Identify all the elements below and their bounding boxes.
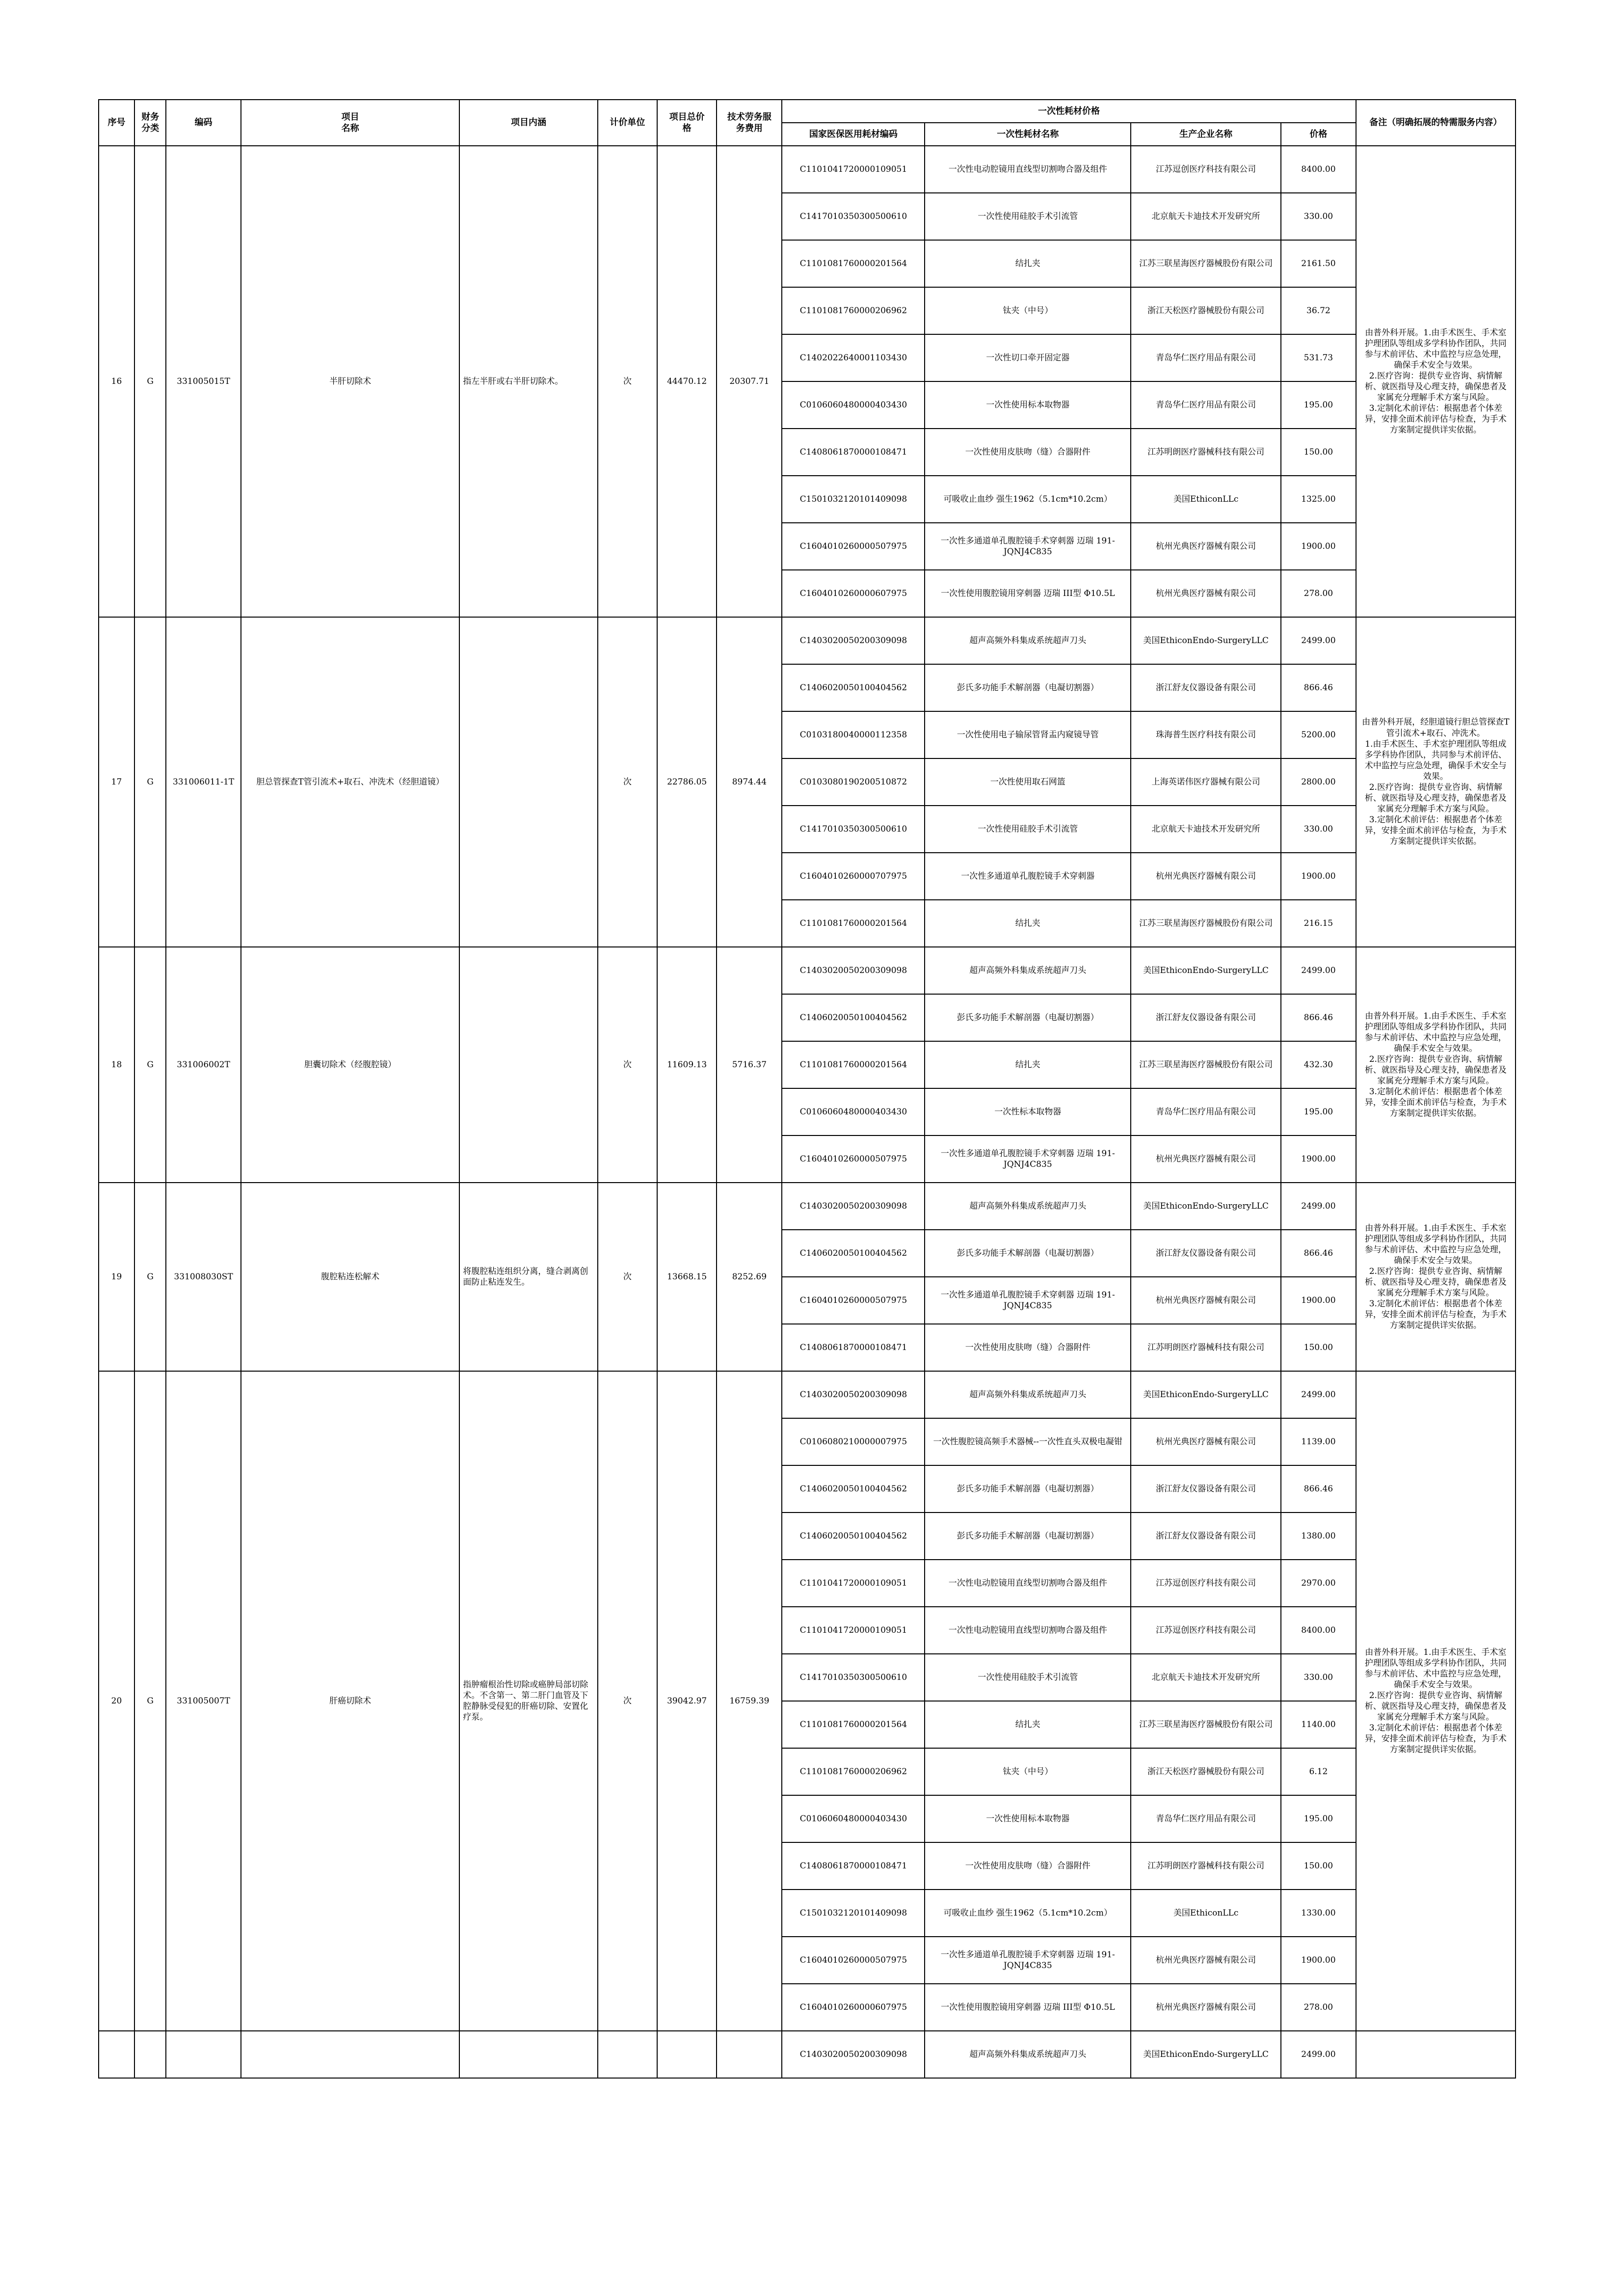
material-code: C1604010260000707975 bbox=[782, 853, 925, 900]
material-code: C1101041720000109051 bbox=[782, 1607, 925, 1654]
material-name: 一次性使用标本取物器 bbox=[925, 381, 1131, 429]
manufacturer: 北京航天卡迪技术开发研究所 bbox=[1131, 806, 1281, 853]
material-price: 150.00 bbox=[1281, 1842, 1356, 1890]
material-code: C1406020050100404562 bbox=[782, 994, 925, 1041]
material-price: 216.15 bbox=[1281, 900, 1356, 947]
material-name: 超声高频外科集成系统超声刀头 bbox=[925, 947, 1131, 994]
material-price: 330.00 bbox=[1281, 193, 1356, 240]
material-price: 150.00 bbox=[1281, 429, 1356, 476]
material-name: 一次性使用硅胶手术引流管 bbox=[925, 1654, 1131, 1701]
manufacturer: 美国EthiconEndo-SurgeryLLC bbox=[1131, 947, 1281, 994]
header-remark: 备注（明确拓展的特需服务内容） bbox=[1356, 100, 1516, 146]
material-code: C1403020050200309098 bbox=[782, 947, 925, 994]
manufacturer: 青岛华仁医疗用品有限公司 bbox=[1131, 1088, 1281, 1135]
manufacturer: 珠海普生医疗科技有限公司 bbox=[1131, 711, 1281, 758]
material-code: C1417010350300500610 bbox=[782, 1654, 925, 1701]
header-unit: 计价单位 bbox=[598, 100, 657, 146]
manufacturer: 江苏明朗医疗器械科技有限公司 bbox=[1131, 1324, 1281, 1371]
material-price: 866.46 bbox=[1281, 1465, 1356, 1513]
manufacturer: 浙江舒友仪器设备有限公司 bbox=[1131, 1465, 1281, 1513]
billing-unit: 次 bbox=[598, 947, 657, 1183]
material-name: 一次性切口牵开固定器 bbox=[925, 334, 1131, 381]
material-name: 一次性标本取物器 bbox=[925, 1088, 1131, 1135]
material-code: C1406020050100404562 bbox=[782, 1465, 925, 1513]
header-seq: 序号 bbox=[99, 100, 134, 146]
manufacturer: 浙江舒友仪器设备有限公司 bbox=[1131, 1230, 1281, 1277]
material-name: 一次性使用标本取物器 bbox=[925, 1795, 1131, 1842]
total-price bbox=[657, 2031, 717, 2078]
material-price: 1900.00 bbox=[1281, 1277, 1356, 1324]
labor-fee: 20307.71 bbox=[717, 146, 782, 617]
project-content: 指左半肝或右半肝切除术。 bbox=[459, 146, 597, 617]
material-code: C1101081760000201564 bbox=[782, 1701, 925, 1748]
remark-note: 由普外科开展。1.由手术医生、手术室护理团队等组成多学科协作团队，共同参与术前评估、术中监控与应急处理，确保手术安全与效果。 2.医疗咨询：提供专业咨询、病情解析、就医指导及心理支持，确保患者及家属充分理解手术方案与风险。 3.定制化术前评估：根据患者个体差异，安排全面术前评估与检查，为手术方案制定提供详实依据。 bbox=[1356, 1183, 1516, 1371]
material-name: 一次性使用腹腔镜用穿刺器 迈瑞 III型 Φ10.5L bbox=[925, 1984, 1131, 2031]
material-name: 一次性使用电子输尿管肾盂内窥镜导管 bbox=[925, 711, 1131, 758]
manufacturer: 美国EthiconLLc bbox=[1131, 476, 1281, 523]
material-code: C1406020050100404562 bbox=[782, 664, 925, 711]
header-code: 编码 bbox=[166, 100, 240, 146]
manufacturer: 浙江舒友仪器设备有限公司 bbox=[1131, 994, 1281, 1041]
material-price: 278.00 bbox=[1281, 1984, 1356, 2031]
material-name: 一次性电动腔镜用直线型切割吻合器及组件 bbox=[925, 1560, 1131, 1607]
material-code: C0106060480000403430 bbox=[782, 381, 925, 429]
material-code: C0106060480000403430 bbox=[782, 1088, 925, 1135]
project-name: 腹腔粘连松解术 bbox=[241, 1183, 460, 1371]
billing-unit: 次 bbox=[598, 1371, 657, 2031]
material-price: 1330.00 bbox=[1281, 1890, 1356, 1937]
material-name: 一次性使用硅胶手术引流管 bbox=[925, 806, 1131, 853]
labor-fee: 5716.37 bbox=[717, 947, 782, 1183]
manufacturer: 美国EthiconEndo-SurgeryLLC bbox=[1131, 2031, 1281, 2078]
material-name: 一次性使用取石网篮 bbox=[925, 758, 1131, 806]
material-name: 彭氏多功能手术解剖器（电凝切割器） bbox=[925, 1465, 1131, 1513]
material-code: C1501032120101409098 bbox=[782, 1890, 925, 1937]
material-price: 5200.00 bbox=[1281, 711, 1356, 758]
project-seq: 19 bbox=[99, 1183, 134, 1371]
material-code: C1604010260000607975 bbox=[782, 570, 925, 617]
material-name: 超声高频外科集成系统超声刀头 bbox=[925, 1371, 1131, 1418]
material-code: C1403020050200309098 bbox=[782, 2031, 925, 2078]
manufacturer: 江苏三联星海医疗器械股份有限公司 bbox=[1131, 1041, 1281, 1088]
remark-note bbox=[1356, 2031, 1516, 2078]
material-price: 1139.00 bbox=[1281, 1418, 1356, 1465]
header-project-name: 项目 名称 bbox=[241, 100, 460, 146]
material-name: 钛夹（中号） bbox=[925, 1748, 1131, 1795]
finance-category: G bbox=[134, 1183, 166, 1371]
manufacturer: 杭州光典医疗器械有限公司 bbox=[1131, 1277, 1281, 1324]
material-name: 一次性腹腔镜高频手术器械--一次性直头双极电凝钳 bbox=[925, 1418, 1131, 1465]
project-content: 将腹腔粘连组织分离，缝合剥离创面防止粘连发生。 bbox=[459, 1183, 597, 1371]
total-price: 44470.12 bbox=[657, 146, 717, 617]
header-total-price: 项目总价 格 bbox=[657, 100, 717, 146]
material-code: C0106060480000403430 bbox=[782, 1795, 925, 1842]
manufacturer: 美国EthiconEndo-SurgeryLLC bbox=[1131, 1183, 1281, 1230]
finance-category bbox=[134, 2031, 166, 2078]
material-code: C1501032120101409098 bbox=[782, 476, 925, 523]
material-name: 一次性使用硅胶手术引流管 bbox=[925, 193, 1131, 240]
manufacturer: 杭州光典医疗器械有限公司 bbox=[1131, 1984, 1281, 2031]
project-content bbox=[459, 947, 597, 1183]
project-name: 肝癌切除术 bbox=[241, 1371, 460, 2031]
material-code: C1406020050100404562 bbox=[782, 1513, 925, 1560]
material-price: 531.73 bbox=[1281, 334, 1356, 381]
labor-fee: 16759.39 bbox=[717, 1371, 782, 2031]
labor-fee: 8974.44 bbox=[717, 617, 782, 947]
material-name: 超声高频外科集成系统超声刀头 bbox=[925, 1183, 1131, 1230]
material-code: C1101081760000206962 bbox=[782, 287, 925, 334]
project-seq bbox=[99, 2031, 134, 2078]
manufacturer: 江苏三联星海医疗器械股份有限公司 bbox=[1131, 900, 1281, 947]
material-price: 6.12 bbox=[1281, 1748, 1356, 1795]
material-name: 一次性多通道单孔腹腔镜手术穿刺器 迈瑞 191-JQNJ4C835 bbox=[925, 1135, 1131, 1183]
project-seq: 17 bbox=[99, 617, 134, 947]
manufacturer: 江苏三联星海医疗器械股份有限公司 bbox=[1131, 1701, 1281, 1748]
material-price: 1325.00 bbox=[1281, 476, 1356, 523]
material-code: C1101081760000201564 bbox=[782, 1041, 925, 1088]
material-price: 8400.00 bbox=[1281, 1607, 1356, 1654]
material-price: 866.46 bbox=[1281, 994, 1356, 1041]
material-name: 结扎夹 bbox=[925, 1701, 1131, 1748]
material-price: 330.00 bbox=[1281, 806, 1356, 853]
manufacturer: 江苏明朗医疗器械科技有限公司 bbox=[1131, 1842, 1281, 1890]
material-code: C1406020050100404562 bbox=[782, 1230, 925, 1277]
project-code: 331005015T bbox=[166, 146, 240, 617]
material-price: 195.00 bbox=[1281, 1795, 1356, 1842]
header-material-name: 一次性耗材名称 bbox=[925, 123, 1131, 146]
material-name: 一次性多通道单孔腹腔镜手术穿刺器 迈瑞 191-JQNJ4C835 bbox=[925, 523, 1131, 570]
manufacturer: 江苏逗创医疗科技有限公司 bbox=[1131, 1560, 1281, 1607]
material-code: C1101081760000206962 bbox=[782, 1748, 925, 1795]
material-code: C1604010260000507975 bbox=[782, 1277, 925, 1324]
project-seq: 16 bbox=[99, 146, 134, 617]
table-row bbox=[99, 617, 1516, 664]
billing-unit: 次 bbox=[598, 146, 657, 617]
material-name: 一次性使用皮肤吻（缝）合器附件 bbox=[925, 1324, 1131, 1371]
project-name: 胆总管探查T管引流术+取石、冲洗术（经胆道镜） bbox=[241, 617, 460, 947]
material-price: 1900.00 bbox=[1281, 1135, 1356, 1183]
manufacturer: 上海英诺伟医疗器械有限公司 bbox=[1131, 758, 1281, 806]
material-name: 一次性电动腔镜用直线型切割吻合器及组件 bbox=[925, 146, 1131, 193]
table-row bbox=[99, 146, 1516, 193]
material-price: 2970.00 bbox=[1281, 1560, 1356, 1607]
material-code: C0103080190200510872 bbox=[782, 758, 925, 806]
material-name: 结扎夹 bbox=[925, 1041, 1131, 1088]
header-finance-category: 财务 分类 bbox=[134, 100, 166, 146]
material-name: 彭氏多功能手术解剖器（电凝切割器） bbox=[925, 664, 1131, 711]
table-row bbox=[99, 2031, 1516, 2078]
table-row bbox=[99, 1183, 1516, 1230]
material-name: 一次性使用腹腔镜用穿刺器 迈瑞 III型 Φ10.5L bbox=[925, 570, 1131, 617]
material-price: 1900.00 bbox=[1281, 523, 1356, 570]
project-content bbox=[459, 617, 597, 947]
material-name: 超声高频外科集成系统超声刀头 bbox=[925, 2031, 1131, 2078]
project-code: 331008030ST bbox=[166, 1183, 240, 1371]
manufacturer: 浙江舒友仪器设备有限公司 bbox=[1131, 664, 1281, 711]
project-code: 331005007T bbox=[166, 1371, 240, 2031]
material-code: C1402022640001103430 bbox=[782, 334, 925, 381]
material-price: 195.00 bbox=[1281, 381, 1356, 429]
material-name: 一次性多通道单孔腹腔镜手术穿刺器 迈瑞 191-JQNJ4C835 bbox=[925, 1937, 1131, 1984]
table-row bbox=[99, 947, 1516, 994]
labor-fee bbox=[717, 2031, 782, 2078]
material-code: C1604010260000507975 bbox=[782, 523, 925, 570]
material-name: 可吸收止血纱 强生1962（5.1cm*10.2cm） bbox=[925, 476, 1131, 523]
manufacturer: 美国EthiconEndo-SurgeryLLC bbox=[1131, 1371, 1281, 1418]
manufacturer: 江苏明朗医疗器械科技有限公司 bbox=[1131, 429, 1281, 476]
material-price: 2499.00 bbox=[1281, 1371, 1356, 1418]
total-price: 22786.05 bbox=[657, 617, 717, 947]
material-code: C1604010260000607975 bbox=[782, 1984, 925, 2031]
manufacturer: 杭州光典医疗器械有限公司 bbox=[1131, 1937, 1281, 1984]
finance-category: G bbox=[134, 617, 166, 947]
finance-category: G bbox=[134, 947, 166, 1183]
material-price: 1900.00 bbox=[1281, 853, 1356, 900]
material-code: C1604010260000507975 bbox=[782, 1937, 925, 1984]
remark-note: 由普外科开展。1.由手术医生、手术室护理团队等组成多学科协作团队，共同参与术前评估、术中监控与应急处理，确保手术安全与效果。 2.医疗咨询：提供专业咨询、病情解析、就医指导及心理支持，确保患者及家属充分理解手术方案与风险。 3.定制化术前评估：根据患者个体差异，安排全面术前评估与检查，为手术方案制定提供详实依据。 bbox=[1356, 146, 1516, 617]
total-price: 13668.15 bbox=[657, 1183, 717, 1371]
table-header bbox=[99, 100, 1516, 146]
material-code: C1408061870000108471 bbox=[782, 1842, 925, 1890]
material-code: C1101081760000201564 bbox=[782, 900, 925, 947]
material-price: 1140.00 bbox=[1281, 1701, 1356, 1748]
manufacturer: 美国EthiconLLc bbox=[1131, 1890, 1281, 1937]
material-name: 一次性使用皮肤吻（缝）合器附件 bbox=[925, 429, 1131, 476]
material-price: 1380.00 bbox=[1281, 1513, 1356, 1560]
billing-unit bbox=[598, 2031, 657, 2078]
material-name: 一次性多通道单孔腹腔镜手术穿刺器 迈瑞 191-JQNJ4C835 bbox=[925, 1277, 1131, 1324]
finance-category: G bbox=[134, 1371, 166, 2031]
manufacturer: 杭州光典医疗器械有限公司 bbox=[1131, 570, 1281, 617]
material-price: 1900.00 bbox=[1281, 1937, 1356, 1984]
material-price: 195.00 bbox=[1281, 1088, 1356, 1135]
material-price: 2499.00 bbox=[1281, 2031, 1356, 2078]
billing-unit: 次 bbox=[598, 617, 657, 947]
material-code: C1408061870000108471 bbox=[782, 429, 925, 476]
material-code: C1417010350300500610 bbox=[782, 806, 925, 853]
material-price: 866.46 bbox=[1281, 664, 1356, 711]
header-material-code: 国家医保医用耗材编码 bbox=[782, 123, 925, 146]
material-name: 一次性多通道单孔腹腔镜手术穿刺器 bbox=[925, 853, 1131, 900]
project-content bbox=[459, 2031, 597, 2078]
table-body bbox=[99, 146, 1516, 2078]
material-code: C0103180040000112358 bbox=[782, 711, 925, 758]
material-name: 结扎夹 bbox=[925, 240, 1131, 287]
material-name: 彭氏多功能手术解剖器（电凝切割器） bbox=[925, 994, 1131, 1041]
material-code: C0106080210000007975 bbox=[782, 1418, 925, 1465]
material-name: 结扎夹 bbox=[925, 900, 1131, 947]
header-consumables-group: 一次性耗材价格 bbox=[782, 100, 1356, 123]
material-price: 2499.00 bbox=[1281, 617, 1356, 664]
project-code: 331006011-1T bbox=[166, 617, 240, 947]
material-price: 432.30 bbox=[1281, 1041, 1356, 1088]
manufacturer: 杭州光典医疗器械有限公司 bbox=[1131, 523, 1281, 570]
material-price: 150.00 bbox=[1281, 1324, 1356, 1371]
material-price: 866.46 bbox=[1281, 1230, 1356, 1277]
material-price: 278.00 bbox=[1281, 570, 1356, 617]
material-code: C1101041720000109051 bbox=[782, 1560, 925, 1607]
material-code: C1604010260000507975 bbox=[782, 1135, 925, 1183]
material-price: 330.00 bbox=[1281, 1654, 1356, 1701]
header-manufacturer: 生产企业名称 bbox=[1131, 123, 1281, 146]
material-code: C1403020050200309098 bbox=[782, 1183, 925, 1230]
material-price: 2499.00 bbox=[1281, 1183, 1356, 1230]
labor-fee: 8252.69 bbox=[717, 1183, 782, 1371]
project-name bbox=[241, 2031, 460, 2078]
material-name: 钛夹（中号） bbox=[925, 287, 1131, 334]
manufacturer: 杭州光典医疗器械有限公司 bbox=[1131, 853, 1281, 900]
material-name: 可吸收止血纱 强生1962（5.1cm*10.2cm） bbox=[925, 1890, 1131, 1937]
project-code: 331006002T bbox=[166, 947, 240, 1183]
manufacturer: 美国EthiconEndo-SurgeryLLC bbox=[1131, 617, 1281, 664]
material-code: C1403020050200309098 bbox=[782, 1371, 925, 1418]
material-price: 2800.00 bbox=[1281, 758, 1356, 806]
manufacturer: 江苏逗创医疗科技有限公司 bbox=[1131, 1607, 1281, 1654]
material-name: 彭氏多功能手术解剖器（电凝切割器） bbox=[925, 1513, 1131, 1560]
header-project-content: 项目内涵 bbox=[459, 100, 597, 146]
remark-note: 由普外科开展，经胆道镜行胆总管探查T管引流术+取石、冲洗术。 1.由手术医生、手术室护理团队等组成多学科协作团队，共同参与术前评估、术中监控与应急处理，确保手术安全与效果。 2.医疗咨询：提供专业咨询、病情解析、就医指导及心理支持，确保患者及家属充分理解手术方案与风险。 3.定制化术前评估：根据患者个体差异，安排全面术前评估与检查，为手术方案制定提供详实依据。 bbox=[1356, 617, 1516, 947]
remark-note: 由普外科开展。1.由手术医生、手术室护理团队等组成多学科协作团队，共同参与术前评估、术中监控与应急处理，确保手术安全与效果。 2.医疗咨询：提供专业咨询、病情解析、就医指导及心理支持，确保患者及家属充分理解手术方案与风险。 3.定制化术前评估：根据患者个体差异，安排全面术前评估与检查，为手术方案制定提供详实依据。 bbox=[1356, 947, 1516, 1183]
manufacturer: 北京航天卡迪技术开发研究所 bbox=[1131, 1654, 1281, 1701]
project-name: 胆囊切除术（经腹腔镜） bbox=[241, 947, 460, 1183]
remark-note: 由普外科开展。1.由手术医生、手术室护理团队等组成多学科协作团队，共同参与术前评估、术中监控与应急处理，确保手术安全与效果。 2.医疗咨询：提供专业咨询、病情解析、就医指导及心理支持，确保患者及家属充分理解手术方案与风险。 3.定制化术前评估：根据患者个体差异，安排全面术前评估与检查，为手术方案制定提供详实依据。 bbox=[1356, 1371, 1516, 2031]
project-seq: 20 bbox=[99, 1371, 134, 2031]
billing-unit: 次 bbox=[598, 1183, 657, 1371]
material-name: 一次性电动腔镜用直线型切割吻合器及组件 bbox=[925, 1607, 1131, 1654]
manufacturer: 江苏逗创医疗科技有限公司 bbox=[1131, 146, 1281, 193]
project-seq: 18 bbox=[99, 947, 134, 1183]
manufacturer: 杭州光典医疗器械有限公司 bbox=[1131, 1418, 1281, 1465]
material-price: 8400.00 bbox=[1281, 146, 1356, 193]
total-price: 39042.97 bbox=[657, 1371, 717, 2031]
material-code: C1101041720000109051 bbox=[782, 146, 925, 193]
manufacturer: 青岛华仁医疗用品有限公司 bbox=[1131, 1795, 1281, 1842]
material-price: 2499.00 bbox=[1281, 947, 1356, 994]
material-code: C1408061870000108471 bbox=[782, 1324, 925, 1371]
header-labor-fee: 技术劳务服 务费用 bbox=[717, 100, 782, 146]
material-price: 2161.50 bbox=[1281, 240, 1356, 287]
material-name: 一次性使用皮肤吻（缝）合器附件 bbox=[925, 1842, 1131, 1890]
manufacturer: 北京航天卡迪技术开发研究所 bbox=[1131, 193, 1281, 240]
project-code bbox=[166, 2031, 240, 2078]
manufacturer: 杭州光典医疗器械有限公司 bbox=[1131, 1135, 1281, 1183]
material-code: C1417010350300500610 bbox=[782, 193, 925, 240]
project-content: 指肿瘤根治性切除或癌肿局部切除术。不含第一、第二肝门血管及下腔静脉受侵犯的肝癌切除、安置化疗泵。 bbox=[459, 1371, 597, 2031]
manufacturer: 浙江天松医疗器械股份有限公司 bbox=[1131, 287, 1281, 334]
manufacturer: 浙江舒友仪器设备有限公司 bbox=[1131, 1513, 1281, 1560]
manufacturer: 江苏三联星海医疗器械股份有限公司 bbox=[1131, 240, 1281, 287]
project-name: 半肝切除术 bbox=[241, 146, 460, 617]
manufacturer: 青岛华仁医疗用品有限公司 bbox=[1131, 381, 1281, 429]
header-price: 价格 bbox=[1281, 123, 1356, 146]
manufacturer: 青岛华仁医疗用品有限公司 bbox=[1131, 334, 1281, 381]
material-code: C1403020050200309098 bbox=[782, 617, 925, 664]
material-price: 36.72 bbox=[1281, 287, 1356, 334]
material-name: 彭氏多功能手术解剖器（电凝切割器） bbox=[925, 1230, 1131, 1277]
table-row bbox=[99, 1371, 1516, 1418]
manufacturer: 浙江天松医疗器械股份有限公司 bbox=[1131, 1748, 1281, 1795]
material-code: C1101081760000201564 bbox=[782, 240, 925, 287]
surgical-pricing-table bbox=[98, 99, 1516, 2079]
material-name: 超声高频外科集成系统超声刀头 bbox=[925, 617, 1131, 664]
total-price: 11609.13 bbox=[657, 947, 717, 1183]
finance-category: G bbox=[134, 146, 166, 617]
